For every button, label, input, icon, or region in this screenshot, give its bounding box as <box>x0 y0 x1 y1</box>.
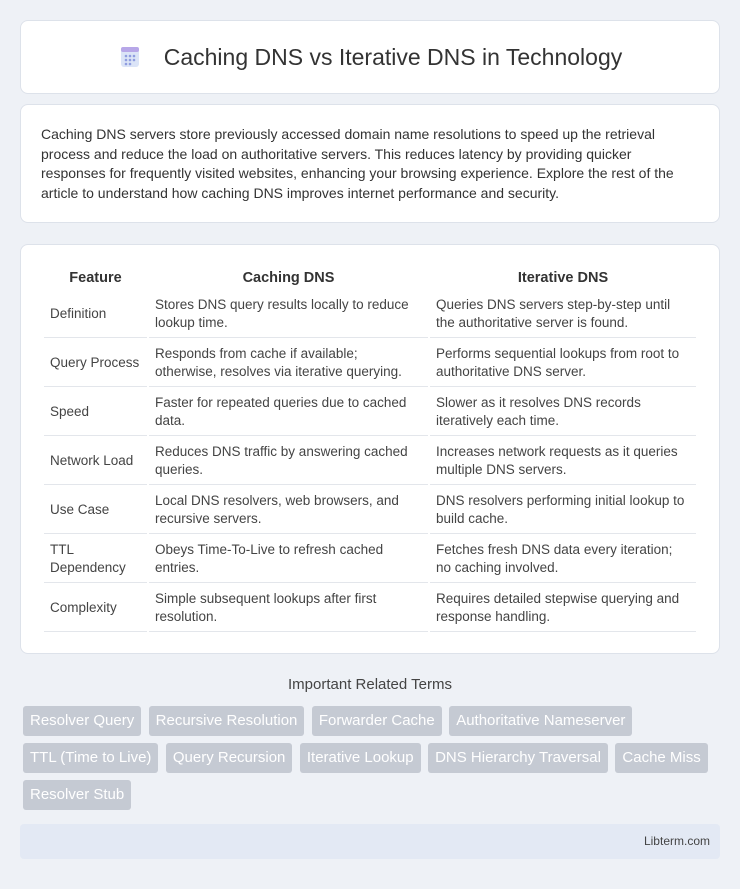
feature-cell: Use Case <box>44 487 147 534</box>
feature-cell: Query Process <box>44 340 147 387</box>
caching-cell: Responds from cache if available; otherwise, resolves via iterative querying. <box>149 340 428 387</box>
comparison-table-card <box>20 244 720 654</box>
title-card <box>20 20 720 94</box>
table-row <box>44 389 696 436</box>
tag-forwarder-cache[interactable]: Forwarder Cache <box>312 706 442 736</box>
page-title: Caching DNS vs Iterative DNS in Technology <box>163 43 623 70</box>
iterative-cell: Fetches fresh DNS data every iteration; no caching involved. <box>430 536 696 583</box>
tag-recursive-resolution[interactable]: Recursive Resolution <box>149 706 305 736</box>
table-row <box>44 291 696 338</box>
feature-cell: Network Load <box>44 438 147 485</box>
caching-cell: Local DNS resolvers, web browsers, and recursive servers. <box>149 487 428 534</box>
tag-dns-hierarchy-traversal[interactable]: DNS Hierarchy Traversal <box>428 743 608 773</box>
table-row <box>44 585 696 632</box>
tag-iterative-lookup[interactable]: Iterative Lookup <box>300 743 421 773</box>
iterative-cell: Queries DNS servers step-by-step until the authoritative server is found. <box>430 291 696 338</box>
feature-cell: Speed <box>44 389 147 436</box>
table-row <box>44 536 696 583</box>
tag-resolver-stub[interactable]: Resolver Stub <box>23 780 131 810</box>
intro-card <box>20 104 720 223</box>
table-header-row <box>44 267 696 289</box>
tag-ttl[interactable]: TTL (Time to Live) <box>23 743 158 773</box>
tag-resolver-query[interactable]: Resolver Query <box>23 706 141 736</box>
comparison-table <box>42 265 698 634</box>
iterative-cell: Slower as it resolves DNS records iteratively each time. <box>430 389 696 436</box>
caching-cell: Reduces DNS traffic by answering cached queries. <box>149 438 428 485</box>
feature-cell: Complexity <box>44 585 147 632</box>
caching-cell: Faster for repeated queries due to cached data. <box>149 389 428 436</box>
iterative-cell: DNS resolvers performing initial lookup to build cache. <box>430 487 696 534</box>
document-icon <box>118 45 142 69</box>
tag-query-recursion[interactable]: Query Recursion <box>166 743 293 773</box>
related-terms-list <box>23 706 723 817</box>
footer-site-link[interactable]: Libterm.com <box>643 834 710 848</box>
feature-cell: Definition <box>44 291 147 338</box>
footer <box>20 824 720 859</box>
caching-cell: Stores DNS query results locally to reduce lookup time. <box>149 291 428 338</box>
intro-text: Caching DNS servers store previously accessed domain name resolutions to speed up the retrieval process and reduce the load on authoritative servers. This reduces latency by providing quicker responses for frequently visited websites, enhancing your browsing experience. Explore the rest of the article to understand how caching DNS improves internet performance and security. <box>41 126 674 201</box>
caching-cell: Obeys Time-To-Live to refresh cached entries. <box>149 536 428 583</box>
iterative-cell: Requires detailed stepwise querying and response handling. <box>430 585 696 632</box>
header-caching-dns: Caching DNS <box>242 270 335 286</box>
table-row <box>44 438 696 485</box>
iterative-cell: Performs sequential lookups from root to authoritative DNS server. <box>430 340 696 387</box>
tag-authoritative-nameserver[interactable]: Authoritative Nameserver <box>449 706 632 736</box>
table-row <box>44 487 696 534</box>
iterative-cell: Increases network requests as it queries multiple DNS servers. <box>430 438 696 485</box>
related-terms-heading: Important Related Terms <box>288 676 452 693</box>
table-row <box>44 340 696 387</box>
tag-cache-miss[interactable]: Cache Miss <box>615 743 707 773</box>
feature-cell: TTL Dependency <box>44 536 147 583</box>
caching-cell: Simple subsequent lookups after first resolution. <box>149 585 428 632</box>
header-feature: Feature <box>69 270 122 286</box>
header-iterative-dns: Iterative DNS <box>517 270 609 286</box>
